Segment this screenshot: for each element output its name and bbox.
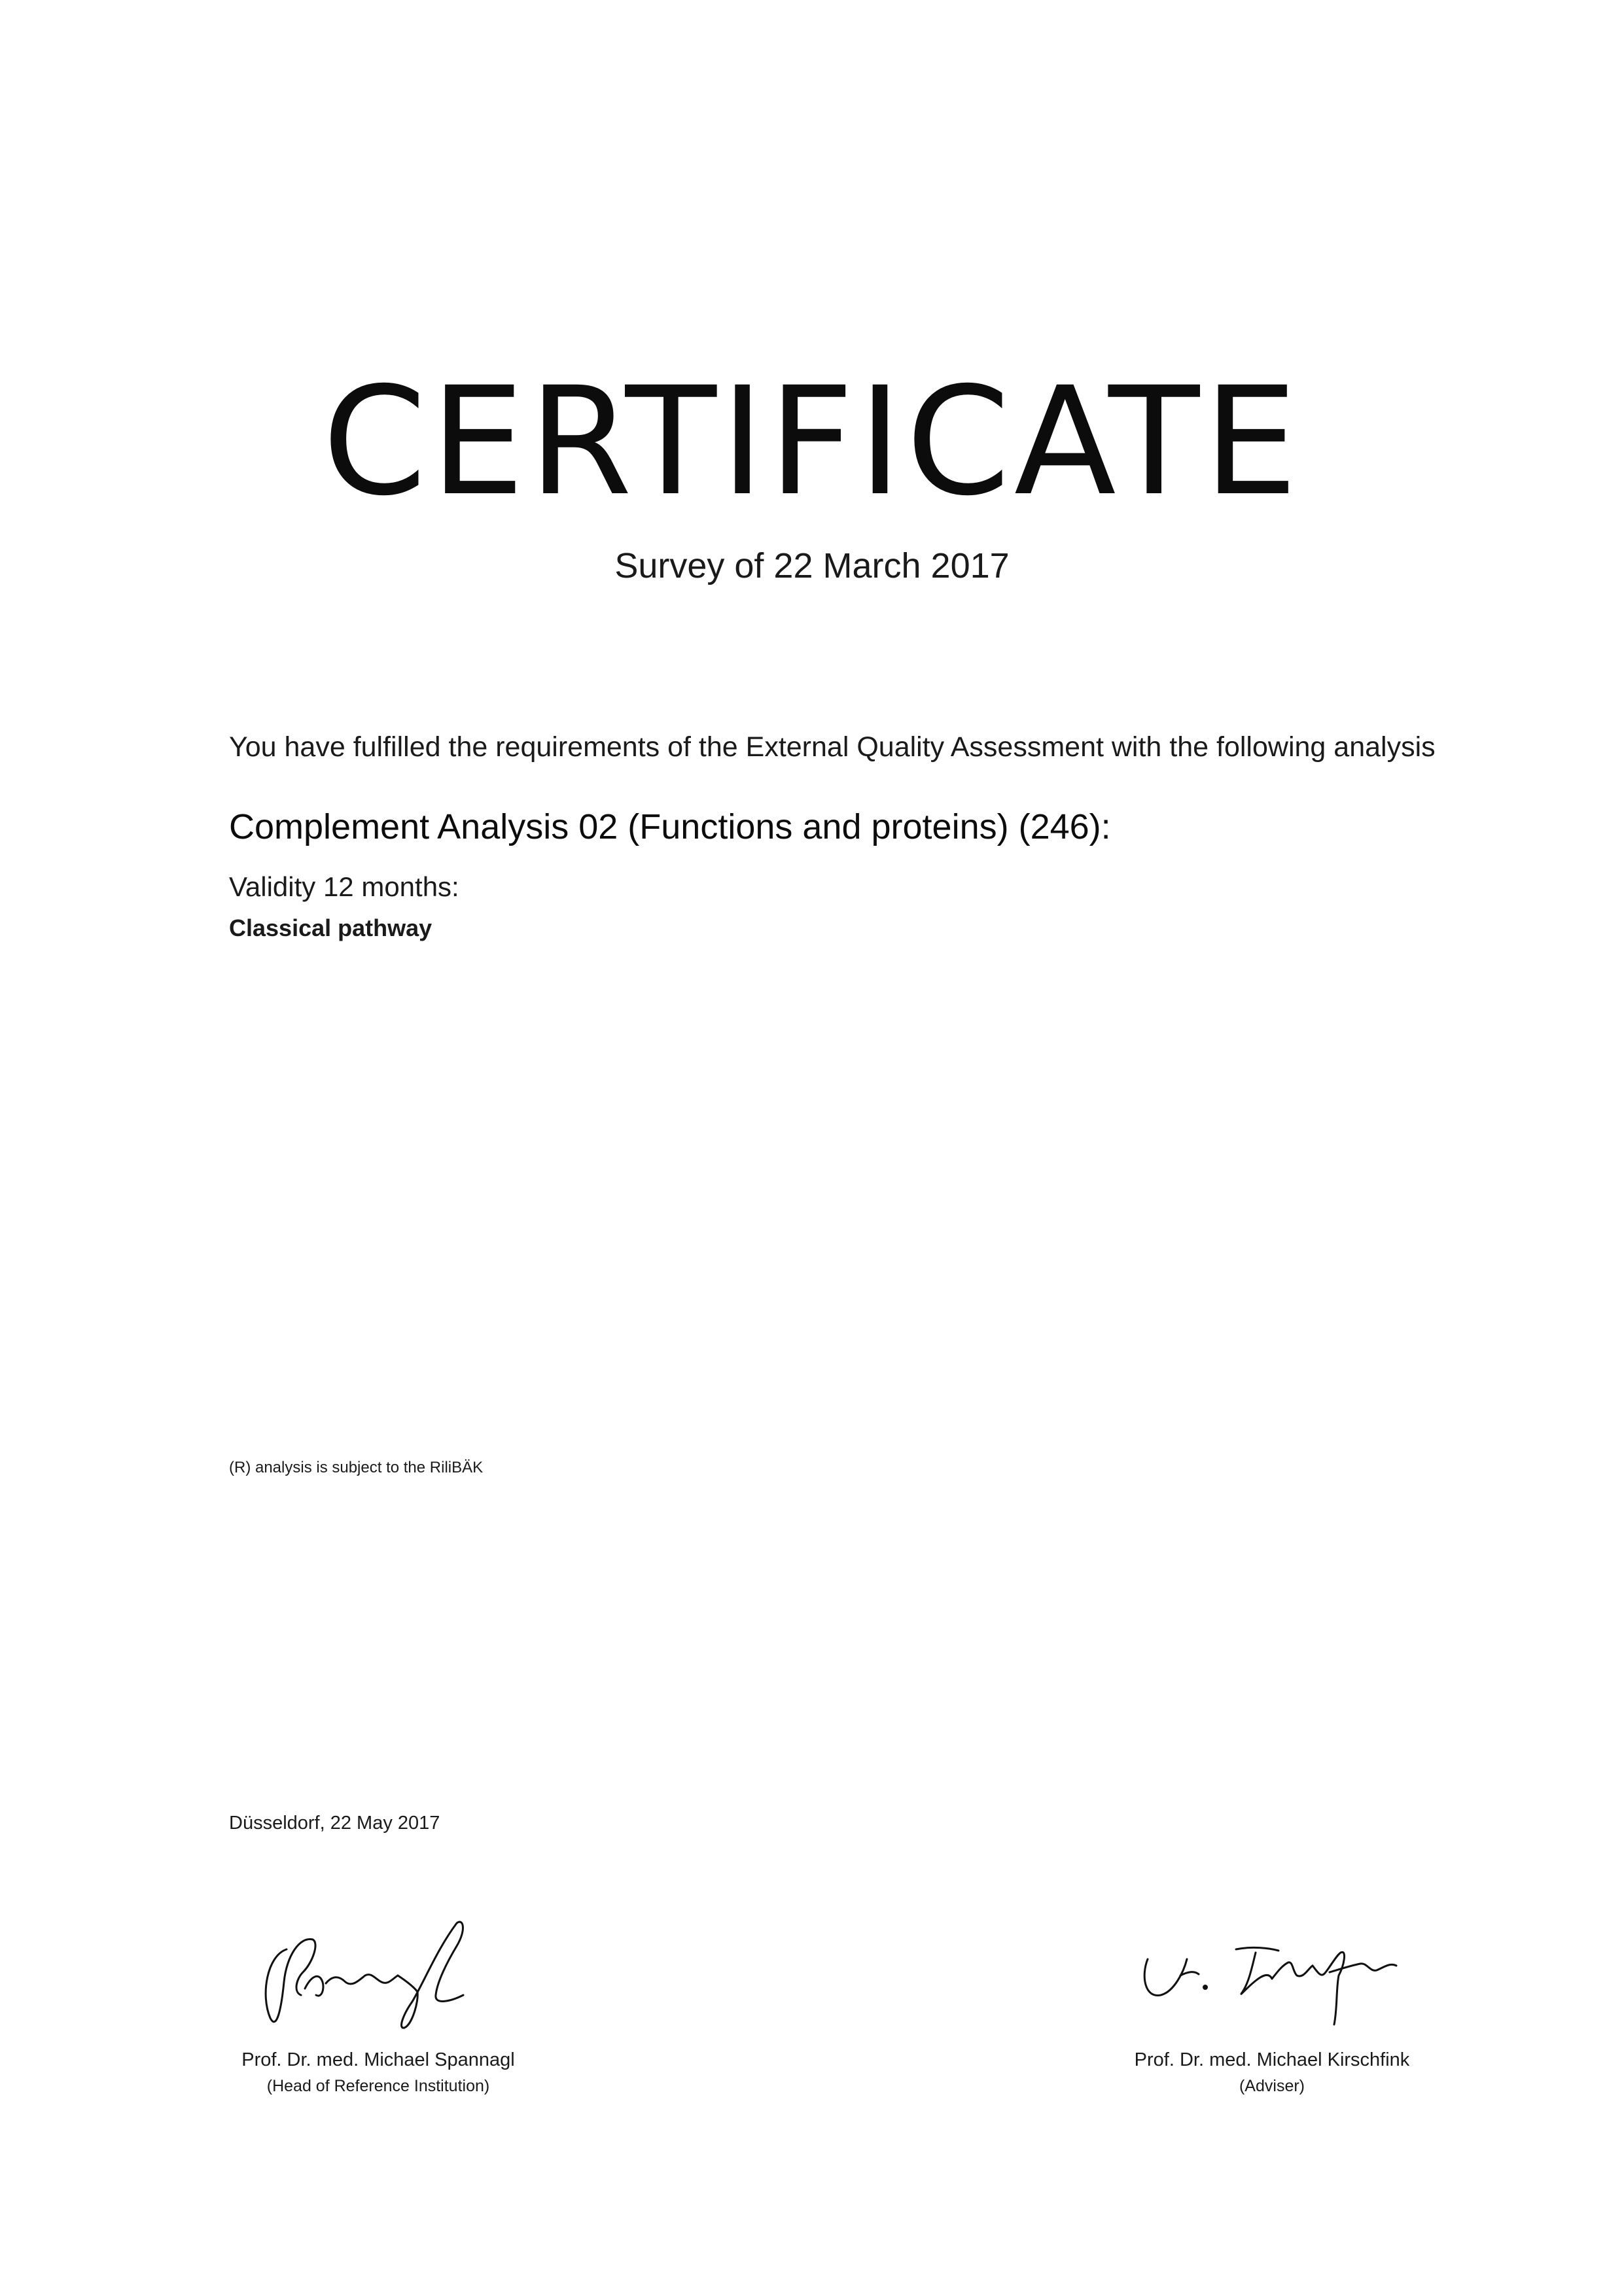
signature-kirschfink-icon — [1121, 1910, 1422, 2041]
intro-text: You have fulfilled the requirements of the External Quality Assessment with the following analysis — [229, 731, 1436, 763]
signer-name-right: Prof. Dr. med. Michael Kirschfink — [1134, 2049, 1410, 2070]
place-and-date: Düsseldorf, 22 May 2017 — [229, 1813, 440, 1834]
certificate-title: CERTIFICATE — [322, 355, 1302, 529]
signer-name-left: Prof. Dr. med. Michael Spannagl — [241, 2049, 515, 2070]
signature-block-right — [1076, 1910, 1468, 2098]
signer-role-right: (Adviser) — [1239, 2077, 1305, 2095]
signer-role-left: (Head of Reference Institution) — [266, 2077, 490, 2095]
analysis-name: Complement Analysis 02 (Functions and proteins) (246): — [229, 807, 1111, 846]
rilibak-footnote: (R) analysis is subject to the RiliBÄK — [229, 1459, 484, 1476]
validity-text: Validity 12 months: — [229, 871, 459, 902]
signature-block-left — [182, 1910, 574, 2098]
survey-date: Survey of 22 March 2017 — [614, 546, 1010, 585]
pathway-item: Classical pathway — [229, 914, 432, 941]
signature-spannagl-icon — [241, 1910, 516, 2041]
